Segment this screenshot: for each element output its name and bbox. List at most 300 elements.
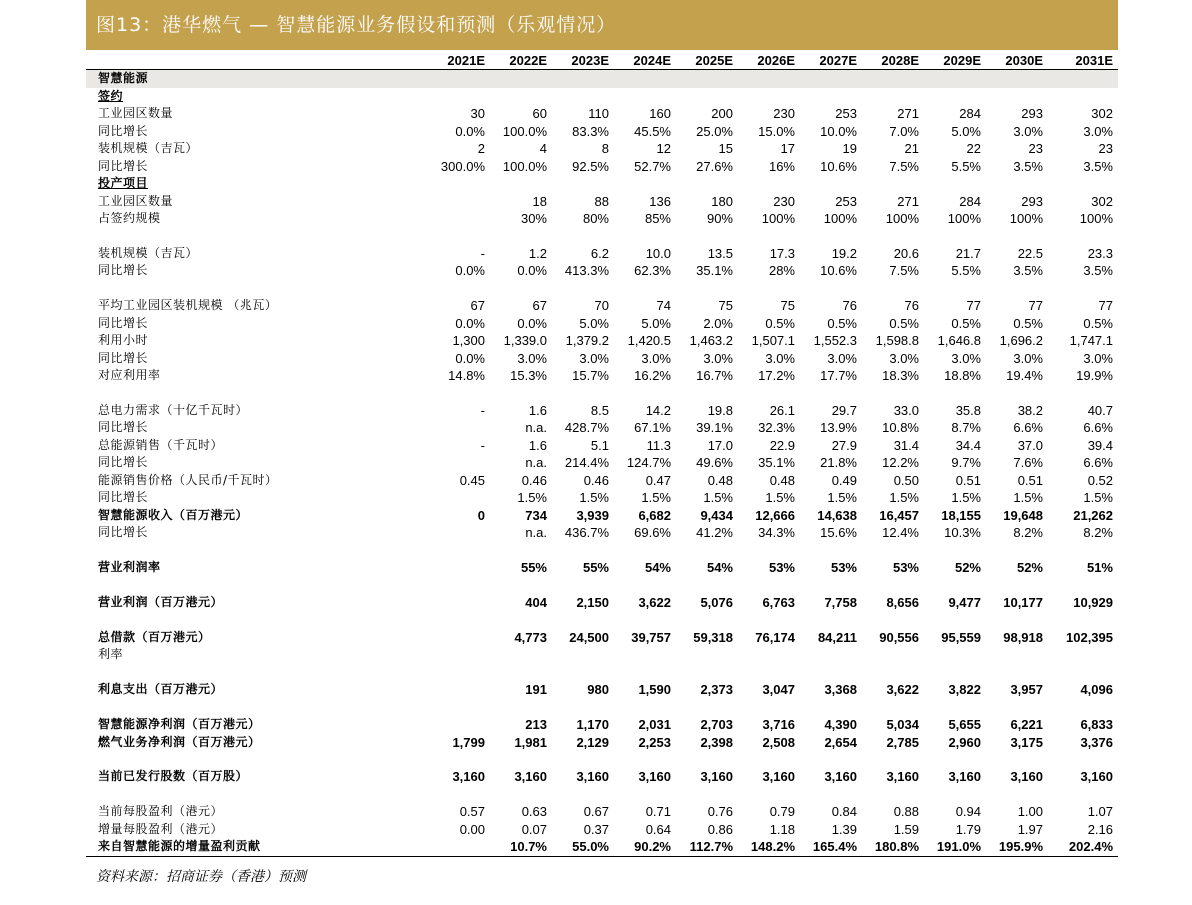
value-cell: 3.0% [1013, 350, 1043, 366]
value-cell: 17.0 [707, 437, 733, 453]
value-cell: 1.5% [765, 490, 795, 506]
value-cell: 98,918 [1003, 629, 1043, 645]
value-cell: 0.71 [645, 804, 671, 820]
empty-cell [986, 88, 1048, 105]
value-cell: 413.3% [564, 263, 609, 279]
row-label: 智慧能源收入（百万港元） [98, 507, 249, 522]
value-cell: 100% [1079, 211, 1113, 227]
table-row [86, 454, 1118, 471]
value-cell: 13.9% [820, 420, 857, 436]
value-cell: 18.8% [944, 368, 981, 384]
value-cell: - [480, 245, 485, 261]
value-cell: 0.84 [831, 804, 857, 820]
value-cell: 3.0% [641, 350, 671, 366]
value-cell: 6,221 [1010, 717, 1043, 733]
table-row [86, 472, 1118, 489]
value-cell: 7.5% [889, 158, 919, 174]
table-row [86, 70, 1118, 88]
value-cell: 3.0% [517, 350, 547, 366]
value-cell: 3.0% [1083, 350, 1113, 366]
row-label: 同比增长 [98, 158, 149, 173]
table-row [86, 559, 1118, 576]
empty-cell [552, 646, 614, 663]
value-cell: 4,773 [514, 629, 547, 645]
value-cell: 11.3 [646, 437, 671, 453]
value-cell: 90.2% [634, 839, 671, 855]
value-cell: 110 [588, 106, 609, 122]
table-row [86, 629, 1118, 646]
empty-cell [1048, 646, 1118, 663]
empty-cell [738, 70, 800, 88]
value-cell: 1.5% [889, 490, 919, 506]
value-cell: 2,960 [948, 734, 981, 750]
value-cell: n.a. [525, 420, 547, 436]
value-cell: 3,047 [762, 682, 795, 698]
table-row [86, 838, 1118, 856]
value-cell: 15.0% [758, 123, 795, 139]
value-cell: 29.7 [831, 403, 857, 419]
value-cell: 100% [1009, 211, 1043, 227]
value-cell: 9,434 [700, 507, 733, 523]
value-cell: 3,160 [514, 769, 547, 785]
value-cell: 7.0% [889, 123, 919, 139]
value-cell: 67 [532, 298, 547, 314]
row-label: 能源销售价格（人民币/千瓦时） [98, 472, 278, 487]
value-cell: 1,507.1 [751, 333, 795, 349]
table-row [86, 751, 1118, 768]
value-cell: 14.2 [645, 403, 671, 419]
value-cell: 18,155 [941, 507, 981, 523]
value-cell: 40.7 [1087, 403, 1113, 419]
value-cell: 1,590 [638, 682, 671, 698]
value-cell: 21,262 [1073, 507, 1113, 523]
value-cell: 230 [773, 106, 795, 122]
value-cell: 2,150 [576, 594, 609, 610]
value-cell: 195.9% [998, 839, 1043, 855]
value-cell: 14.8% [448, 368, 485, 384]
value-cell: 1.07 [1087, 804, 1113, 820]
value-cell: 1,646.8 [937, 333, 981, 349]
value-cell: 17.2% [758, 368, 795, 384]
value-cell: 0.52 [1087, 472, 1113, 488]
value-cell: 10.6% [820, 263, 857, 279]
value-cell: 1.2 [528, 245, 547, 261]
value-cell: 2,373 [700, 682, 733, 698]
value-cell: 20.6 [893, 245, 919, 261]
value-cell: 214.4% [564, 455, 609, 471]
blank-cell [86, 542, 1118, 559]
blank-cell [86, 664, 1118, 681]
value-cell: 0.50 [893, 472, 919, 488]
value-cell: 0.88 [893, 804, 919, 820]
value-cell: 4 [539, 141, 547, 157]
blank-cell [86, 786, 1118, 803]
empty-cell [986, 175, 1048, 192]
row-label: 投产项目 [98, 176, 149, 191]
value-cell: 3.5% [1013, 263, 1043, 279]
value-cell: 22.5 [1017, 245, 1043, 261]
value-cell: 10.0 [645, 245, 671, 261]
value-cell: 5.0% [641, 315, 671, 331]
value-cell [428, 681, 490, 698]
value-cell: 0.86 [707, 821, 733, 837]
empty-cell [676, 70, 738, 88]
value-cell: 12.4% [882, 525, 919, 541]
value-cell: 191.0% [936, 839, 981, 855]
value-cell: 1.5% [579, 490, 609, 506]
value-cell: 8.5 [590, 403, 609, 419]
value-cell: 0.57 [459, 804, 485, 820]
value-cell: - [480, 403, 485, 419]
value-cell: 1.6 [528, 403, 547, 419]
value-cell: 10,929 [1073, 594, 1113, 610]
value-cell: 3,822 [948, 682, 981, 698]
value-cell: 6.6% [1083, 420, 1113, 436]
value-cell: 3.5% [1083, 158, 1113, 174]
value-cell: 100% [947, 211, 981, 227]
value-cell: 0.48 [769, 472, 795, 488]
value-cell: 15 [718, 141, 733, 157]
value-cell: 16.2% [634, 368, 671, 384]
value-cell: 1.59 [893, 821, 919, 837]
value-cell: 3,175 [1010, 734, 1043, 750]
blank-cell [86, 385, 1118, 402]
value-cell: 21.8% [820, 455, 857, 471]
value-cell [428, 594, 490, 611]
row-label: 总借款（百万港元） [98, 629, 211, 644]
value-cell: 734 [525, 507, 547, 523]
value-cell: 3.0% [889, 350, 919, 366]
value-cell: 302 [1091, 193, 1113, 209]
value-cell: 1.5% [641, 490, 671, 506]
table-row [86, 803, 1118, 820]
value-cell: 54% [706, 560, 733, 576]
value-cell: 67.1% [634, 420, 671, 436]
value-cell: 60 [532, 106, 547, 122]
value-cell: 30% [520, 211, 547, 227]
value-cell: 0.48 [707, 472, 733, 488]
value-cell: 55% [582, 560, 609, 576]
value-cell: 0.46 [521, 472, 547, 488]
value-cell: 0.07 [521, 821, 547, 837]
empty-cell [1048, 88, 1118, 105]
table-row [86, 577, 1118, 594]
value-cell: 3.0% [765, 350, 795, 366]
value-cell [428, 524, 490, 541]
table-row [86, 123, 1118, 140]
value-cell: 230 [773, 193, 795, 209]
value-cell: 1,552.3 [813, 333, 857, 349]
value-cell: 10.8% [882, 420, 919, 436]
row-label: 同比增长 [98, 420, 149, 435]
value-cell: 12.2% [882, 455, 919, 471]
value-cell: 1.5% [703, 490, 733, 506]
value-cell: 37.0 [1017, 437, 1043, 453]
table-row [86, 646, 1118, 663]
value-cell: 5.0% [951, 123, 981, 139]
row-label: 当前每股盈利（港元） [98, 804, 224, 819]
value-cell: 1.5% [1013, 490, 1043, 506]
empty-cell [924, 646, 986, 663]
empty-cell [428, 175, 490, 192]
empty-cell [738, 175, 800, 192]
value-cell: 1,420.5 [627, 333, 671, 349]
value-cell: 100% [761, 211, 795, 227]
value-cell: 1.6 [528, 437, 547, 453]
table-row [86, 664, 1118, 681]
value-cell: 19.2 [831, 245, 857, 261]
value-cell: 59,318 [693, 629, 733, 645]
value-cell: 0.79 [769, 804, 795, 820]
blank-cell [86, 611, 1118, 628]
empty-cell [986, 70, 1048, 88]
table-row [86, 507, 1118, 524]
table-row [86, 367, 1118, 384]
value-cell: 5.5% [951, 158, 981, 174]
value-cell: 8.2% [1083, 525, 1113, 541]
value-cell: 3,160 [886, 769, 919, 785]
value-cell [428, 210, 490, 227]
value-cell: 6,763 [762, 594, 795, 610]
table-body [86, 70, 1118, 856]
empty-cell [490, 88, 552, 105]
value-cell: 92.5% [572, 158, 609, 174]
value-cell: 0.51 [1017, 472, 1043, 488]
table-row [86, 297, 1118, 314]
value-cell: 191 [525, 682, 547, 698]
value-cell: 4,096 [1080, 682, 1113, 698]
value-cell: 5.1 [590, 437, 609, 453]
value-cell: 1,981 [514, 734, 547, 750]
row-label: 装机规模（吉瓦） [98, 245, 199, 260]
value-cell: 19.4% [1006, 368, 1043, 384]
value-cell: 45.5% [634, 123, 671, 139]
value-cell: 18 [532, 193, 547, 209]
empty-cell [986, 646, 1048, 663]
value-cell: 1,747.1 [1069, 333, 1113, 349]
value-cell: 8,656 [886, 594, 919, 610]
value-cell: 19,648 [1003, 507, 1043, 523]
value-cell: 2,654 [824, 734, 857, 750]
year-header: 2026E [757, 53, 795, 68]
table-row [86, 245, 1118, 262]
value-cell: 23 [1028, 141, 1043, 157]
value-cell: 3,160 [1080, 769, 1113, 785]
year-header: 2022E [509, 53, 547, 68]
value-cell: 404 [525, 594, 547, 610]
row-label: 同比增长 [98, 263, 149, 278]
value-cell: 3,160 [576, 769, 609, 785]
value-cell: - [480, 437, 485, 453]
value-cell: 54% [644, 560, 671, 576]
value-cell: 0 [477, 507, 485, 523]
value-cell [428, 419, 490, 436]
empty-cell [490, 175, 552, 192]
value-cell: 271 [897, 106, 919, 122]
value-cell: 0.5% [1013, 315, 1043, 331]
value-cell [428, 838, 490, 856]
empty-cell [800, 646, 862, 663]
value-cell [428, 629, 490, 646]
value-cell: 3,957 [1010, 682, 1043, 698]
value-cell: 19 [842, 141, 857, 157]
empty-cell [800, 88, 862, 105]
empty-cell [676, 88, 738, 105]
value-cell: 15.7% [572, 368, 609, 384]
value-cell: 17.7% [820, 368, 857, 384]
table-row [86, 611, 1118, 628]
blank-cell [86, 699, 1118, 716]
value-cell: 77 [1028, 298, 1043, 314]
row-label: 平均工业园区装机规模 （兆瓦） [98, 298, 278, 313]
row-label: 利用小时 [98, 333, 149, 348]
value-cell: 1.79 [955, 821, 981, 837]
value-cell: 21 [904, 141, 919, 157]
value-cell: 2,129 [576, 734, 609, 750]
header-label-cell [86, 52, 428, 70]
value-cell: 19.9% [1076, 368, 1113, 384]
table-row [86, 350, 1118, 367]
value-cell: 16% [768, 158, 795, 174]
value-cell: 0.45 [459, 472, 485, 488]
value-cell: 75 [718, 298, 733, 314]
value-cell: 30 [470, 106, 485, 122]
value-cell: 124.7% [626, 455, 671, 471]
value-cell: 9.7% [951, 455, 981, 471]
value-cell: 10.6% [820, 158, 857, 174]
row-label: 占签约规模 [98, 211, 161, 226]
value-cell: 8 [601, 141, 609, 157]
value-cell: 3,160 [700, 769, 733, 785]
value-cell: 3,160 [1010, 769, 1043, 785]
value-cell: 74 [656, 298, 671, 314]
value-cell: 21.7 [955, 245, 981, 261]
year-header: 2023E [571, 53, 609, 68]
value-cell: 16.7% [696, 368, 733, 384]
value-cell: 1.5% [517, 490, 547, 506]
value-cell: 39.4 [1087, 437, 1113, 453]
row-label: 同比增长 [98, 315, 149, 330]
value-cell: 5.0% [579, 315, 609, 331]
value-cell: n.a. [525, 455, 547, 471]
value-cell: 1,339.0 [503, 333, 547, 349]
empty-cell [614, 88, 676, 105]
value-cell: 62.3% [634, 263, 671, 279]
empty-cell [924, 88, 986, 105]
value-cell: 6.6% [1083, 455, 1113, 471]
value-cell: 39.1% [696, 420, 733, 436]
value-cell: 3,368 [824, 682, 857, 698]
table-row [86, 402, 1118, 419]
value-cell: 302 [1091, 106, 1113, 122]
blank-cell [86, 228, 1118, 245]
value-cell: 41.2% [696, 525, 733, 541]
value-cell: 10.3% [944, 525, 981, 541]
value-cell: 19.8 [707, 403, 733, 419]
empty-cell [800, 175, 862, 192]
value-cell: 49.6% [696, 455, 733, 471]
table-row [86, 88, 1118, 105]
empty-cell [428, 88, 490, 105]
value-cell: 0.67 [583, 804, 609, 820]
table-row [86, 734, 1118, 751]
value-cell: 9,477 [948, 594, 981, 610]
value-cell: 3,376 [1080, 734, 1113, 750]
value-cell: 7,758 [824, 594, 857, 610]
value-cell: 213 [525, 717, 547, 733]
value-cell: 0.5% [1083, 315, 1113, 331]
value-cell: 84,211 [817, 629, 857, 645]
row-label: 增量每股盈利（港元） [98, 821, 224, 836]
year-header: 2029E [943, 53, 981, 68]
value-cell: 0.00 [459, 821, 485, 837]
row-label: 同比增长 [98, 123, 149, 138]
value-cell: 53% [768, 560, 795, 576]
value-cell: 32.3% [758, 420, 795, 436]
row-label: 来自智慧能源的增量盈利贡献 [98, 839, 261, 854]
row-label: 营业利润（百万港元） [98, 594, 224, 609]
empty-cell [552, 88, 614, 105]
value-cell: 136 [649, 193, 671, 209]
value-cell: 3.0% [1013, 123, 1043, 139]
value-cell: 0.64 [645, 821, 671, 837]
value-cell: 0.0% [517, 315, 547, 331]
value-cell: 28% [768, 263, 795, 279]
table-row [86, 140, 1118, 157]
value-cell: 0.5% [765, 315, 795, 331]
value-cell: 95,559 [941, 629, 981, 645]
value-cell: 3,160 [948, 769, 981, 785]
value-cell: 18.3% [882, 368, 919, 384]
value-cell: 5.5% [951, 263, 981, 279]
value-cell: 1.00 [1017, 804, 1043, 820]
value-cell: 35.8 [955, 403, 981, 419]
value-cell: 77 [966, 298, 981, 314]
value-cell: 100.0% [502, 158, 547, 174]
table-row [86, 158, 1118, 175]
value-cell: 85% [644, 211, 671, 227]
table-row [86, 524, 1118, 541]
row-label: 当前已发行股数（百万股） [98, 769, 249, 784]
value-cell: 90% [706, 211, 733, 227]
row-label: 签约 [98, 88, 124, 103]
value-cell: 3.0% [827, 350, 857, 366]
value-cell: 3.0% [951, 350, 981, 366]
empty-cell [676, 646, 738, 663]
row-label: 利率 [98, 647, 124, 662]
value-cell: 90,556 [879, 629, 919, 645]
empty-cell [676, 175, 738, 192]
row-label: 总电力需求（十亿千瓦时） [98, 403, 249, 418]
value-cell: 75 [780, 298, 795, 314]
table-row [86, 716, 1118, 733]
value-cell: 1,170 [576, 717, 609, 733]
figure-title: 图13：港华燃气 — 智慧能源业务假设和预测（乐观情况） [86, 0, 1118, 50]
row-label: 同比增长 [98, 490, 149, 505]
value-cell: 26.1 [769, 403, 795, 419]
empty-cell [1048, 70, 1118, 88]
value-cell: 3.0% [1083, 123, 1113, 139]
value-cell: 16,457 [879, 507, 919, 523]
value-cell: 35.1% [696, 263, 733, 279]
value-cell: 2,508 [762, 734, 795, 750]
value-cell: n.a. [525, 525, 547, 541]
value-cell: 3,160 [452, 769, 485, 785]
value-cell: 4,390 [824, 717, 857, 733]
value-cell: 8.7% [951, 420, 981, 436]
year-header: 2030E [1005, 53, 1043, 68]
table-row [86, 262, 1118, 279]
